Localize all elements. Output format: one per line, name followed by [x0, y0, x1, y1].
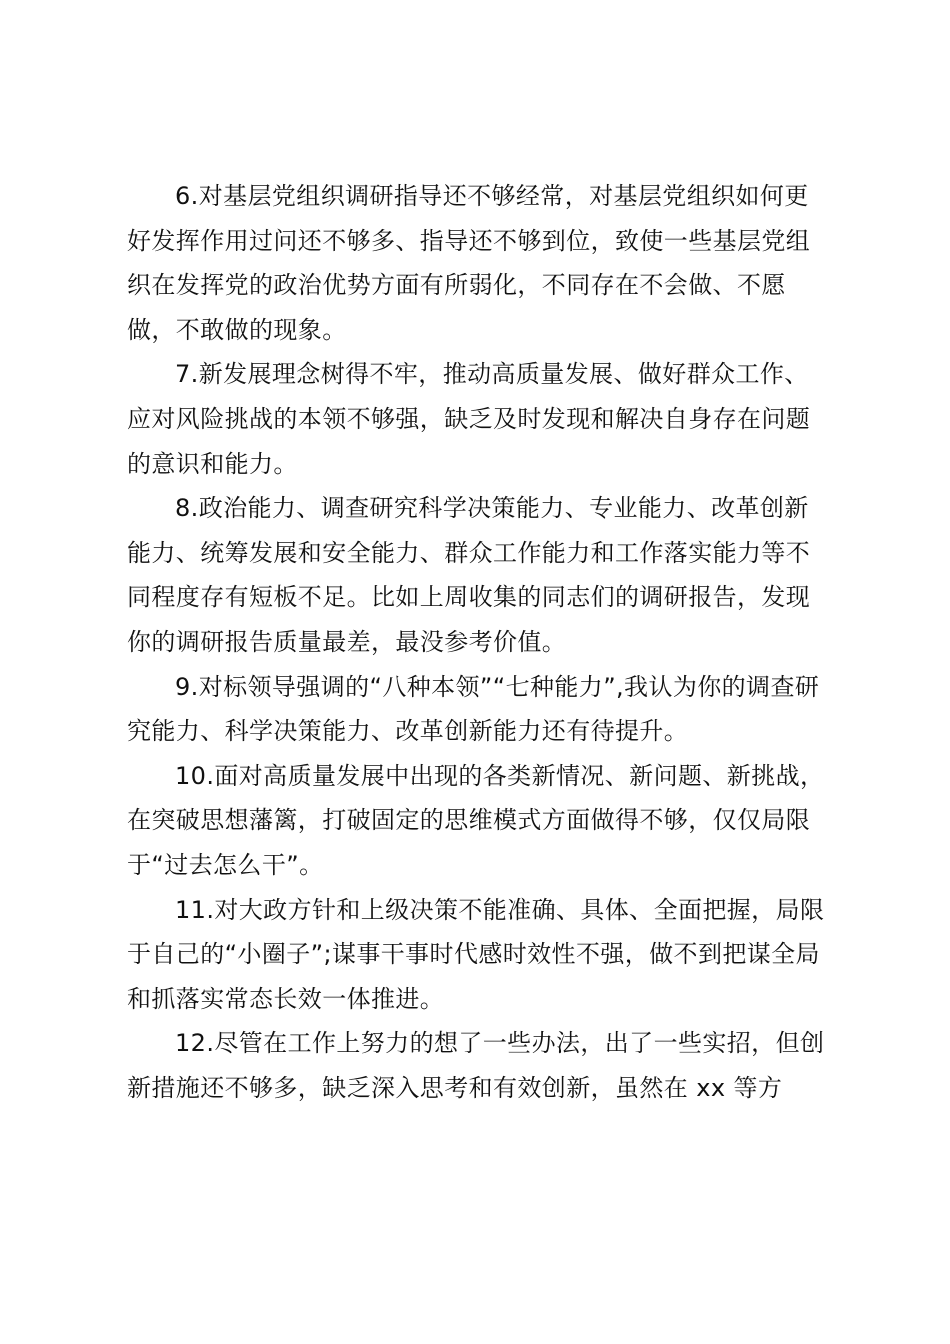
paragraph-item-10: 10.面对高质量发展中出现的各类新情况、新问题、新挑战，在突破思想藩篱，打破固定的思维模式方面做得不够，仅仅局限于“过去怎么干”。: [127, 761, 825, 879]
paragraph-item-11: 11.对大政方针和上级决策不能准确、具体、全面把握，局限于自己的“小圈子”;谋事干事时代感时效性不强，做不到把谋全局和抓落实常态长效一体推进。: [127, 895, 825, 1013]
paragraph-item-8: 8.政治能力、调查研究科学决策能力、专业能力、改革创新能力、统筹发展和安全能力、群众工作能力和工作落实能力等不同程度存有短板不足。比如上周收集的同志们的调研报告，发现你的调研报告质量最差，最没参考价值。: [127, 494, 811, 656]
paragraph-item-12: 12.尽管在工作上努力的想了一些办法，出了一些实招，但创新措施还不够多，缺乏深入思考和有效创新，虽然在 xx 等方: [127, 1029, 825, 1102]
paragraph-item-9: 9.对标领导强调的“八种本领”“七种能力”,我认为你的调查研究能力、科学决策能力、改革创新能力还有待提升。: [127, 672, 820, 746]
paragraph-item-6: 6.对基层党组织调研指导还不够经常，对基层党组织如何更好发挥作用过问还不够多、指导还不够到位，致使一些基层党组织在发挥党的政治优势方面有所弱化，不同存在不会做、不愿做，不敢做的现象。: [127, 182, 811, 344]
document-body: [127, 174, 829, 1110]
paragraph-item-7: 7.新发展理念树得不牢，推动高质量发展、做好群众工作、应对风险挑战的本领不够强，缺乏及时发现和解决自身存在问题的意识和能力。: [127, 360, 811, 478]
